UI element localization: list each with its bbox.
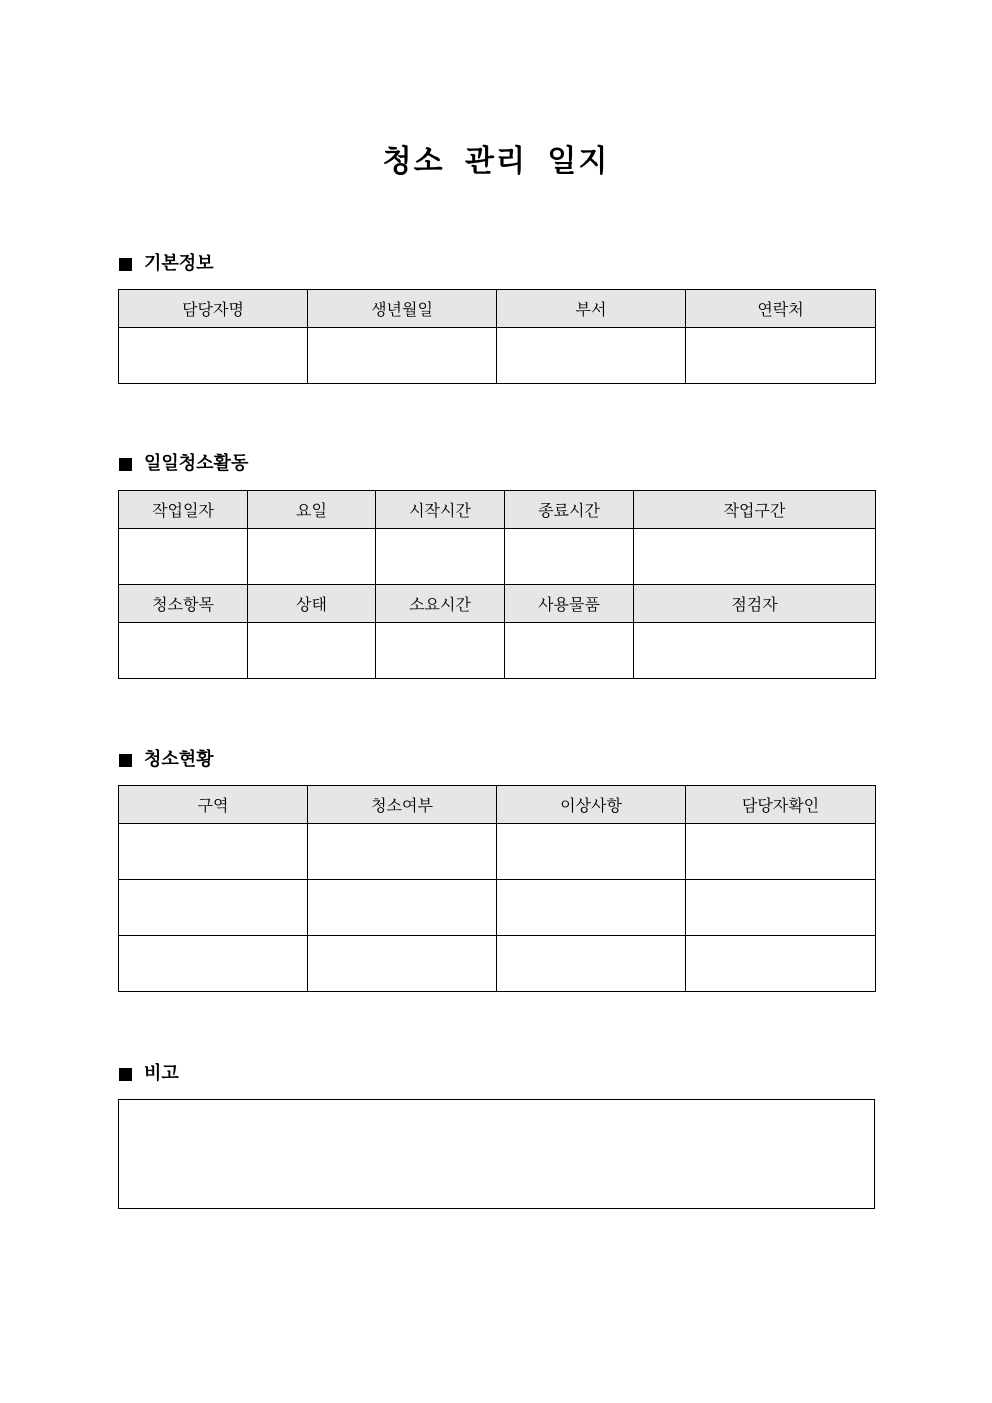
square-bullet-icon <box>119 1068 132 1081</box>
input-cell[interactable] <box>497 328 686 384</box>
table-row <box>119 328 876 384</box>
header-cell: 상태 <box>248 585 376 623</box>
table-header-row <box>119 585 876 623</box>
table-header-row <box>119 290 876 328</box>
input-cell[interactable] <box>308 328 497 384</box>
input-cell[interactable] <box>686 936 876 992</box>
section-heading-daily <box>119 452 248 476</box>
input-cell[interactable] <box>497 880 686 936</box>
header-cell: 청소여부 <box>308 786 497 824</box>
header-cell: 종료시간 <box>505 491 634 529</box>
input-cell[interactable] <box>119 824 308 880</box>
input-cell[interactable] <box>308 936 497 992</box>
table-row <box>119 529 876 585</box>
input-cell[interactable] <box>376 623 505 679</box>
header-cell: 작업구간 <box>634 491 876 529</box>
input-cell[interactable] <box>634 623 876 679</box>
header-cell: 이상사항 <box>497 786 686 824</box>
header-cell: 시작시간 <box>376 491 505 529</box>
table-row <box>119 623 876 679</box>
input-cell[interactable] <box>248 529 376 585</box>
input-cell[interactable] <box>497 824 686 880</box>
input-cell[interactable] <box>308 824 497 880</box>
table-row <box>119 824 876 880</box>
header-cell: 소요시간 <box>376 585 505 623</box>
section-title: 기본정보 <box>144 253 214 274</box>
square-bullet-icon <box>119 754 132 767</box>
input-cell[interactable] <box>634 529 876 585</box>
memo-box[interactable] <box>118 1099 875 1209</box>
header-cell: 구역 <box>119 786 308 824</box>
section-title: 일일청소활동 <box>144 453 249 474</box>
input-cell[interactable] <box>686 824 876 880</box>
header-cell: 점검자 <box>634 585 876 623</box>
section-heading-memo <box>119 1062 179 1086</box>
input-cell[interactable] <box>308 880 497 936</box>
input-cell[interactable] <box>119 529 248 585</box>
table-header-row <box>119 786 876 824</box>
input-cell[interactable] <box>119 623 248 679</box>
header-cell: 담당자명 <box>119 290 308 328</box>
square-bullet-icon <box>119 258 132 271</box>
input-cell[interactable] <box>497 936 686 992</box>
input-cell[interactable] <box>686 880 876 936</box>
header-cell: 생년월일 <box>308 290 497 328</box>
table-row <box>119 936 876 992</box>
section-title: 청소현황 <box>144 749 214 770</box>
header-cell: 부서 <box>497 290 686 328</box>
input-cell[interactable] <box>505 529 634 585</box>
section-title: 비고 <box>144 1063 179 1084</box>
square-bullet-icon <box>119 458 132 471</box>
header-cell: 담당자확인 <box>686 786 876 824</box>
header-cell: 연락처 <box>686 290 876 328</box>
daily-activity-table <box>118 490 876 679</box>
table-header-row <box>119 491 876 529</box>
input-cell[interactable] <box>376 529 505 585</box>
section-heading-status <box>119 748 214 772</box>
header-cell: 청소항목 <box>119 585 248 623</box>
basic-info-table <box>118 289 876 384</box>
input-cell[interactable] <box>119 880 308 936</box>
header-cell: 사용물품 <box>505 585 634 623</box>
input-cell[interactable] <box>248 623 376 679</box>
page-title: 청소 관리 일지 <box>382 144 610 179</box>
input-cell[interactable] <box>119 328 308 384</box>
table-row <box>119 880 876 936</box>
header-cell: 작업일자 <box>119 491 248 529</box>
input-cell[interactable] <box>119 936 308 992</box>
section-heading-basic <box>119 252 214 276</box>
cleaning-status-table <box>118 785 876 992</box>
input-cell[interactable] <box>686 328 876 384</box>
input-cell[interactable] <box>505 623 634 679</box>
header-cell: 요일 <box>248 491 376 529</box>
